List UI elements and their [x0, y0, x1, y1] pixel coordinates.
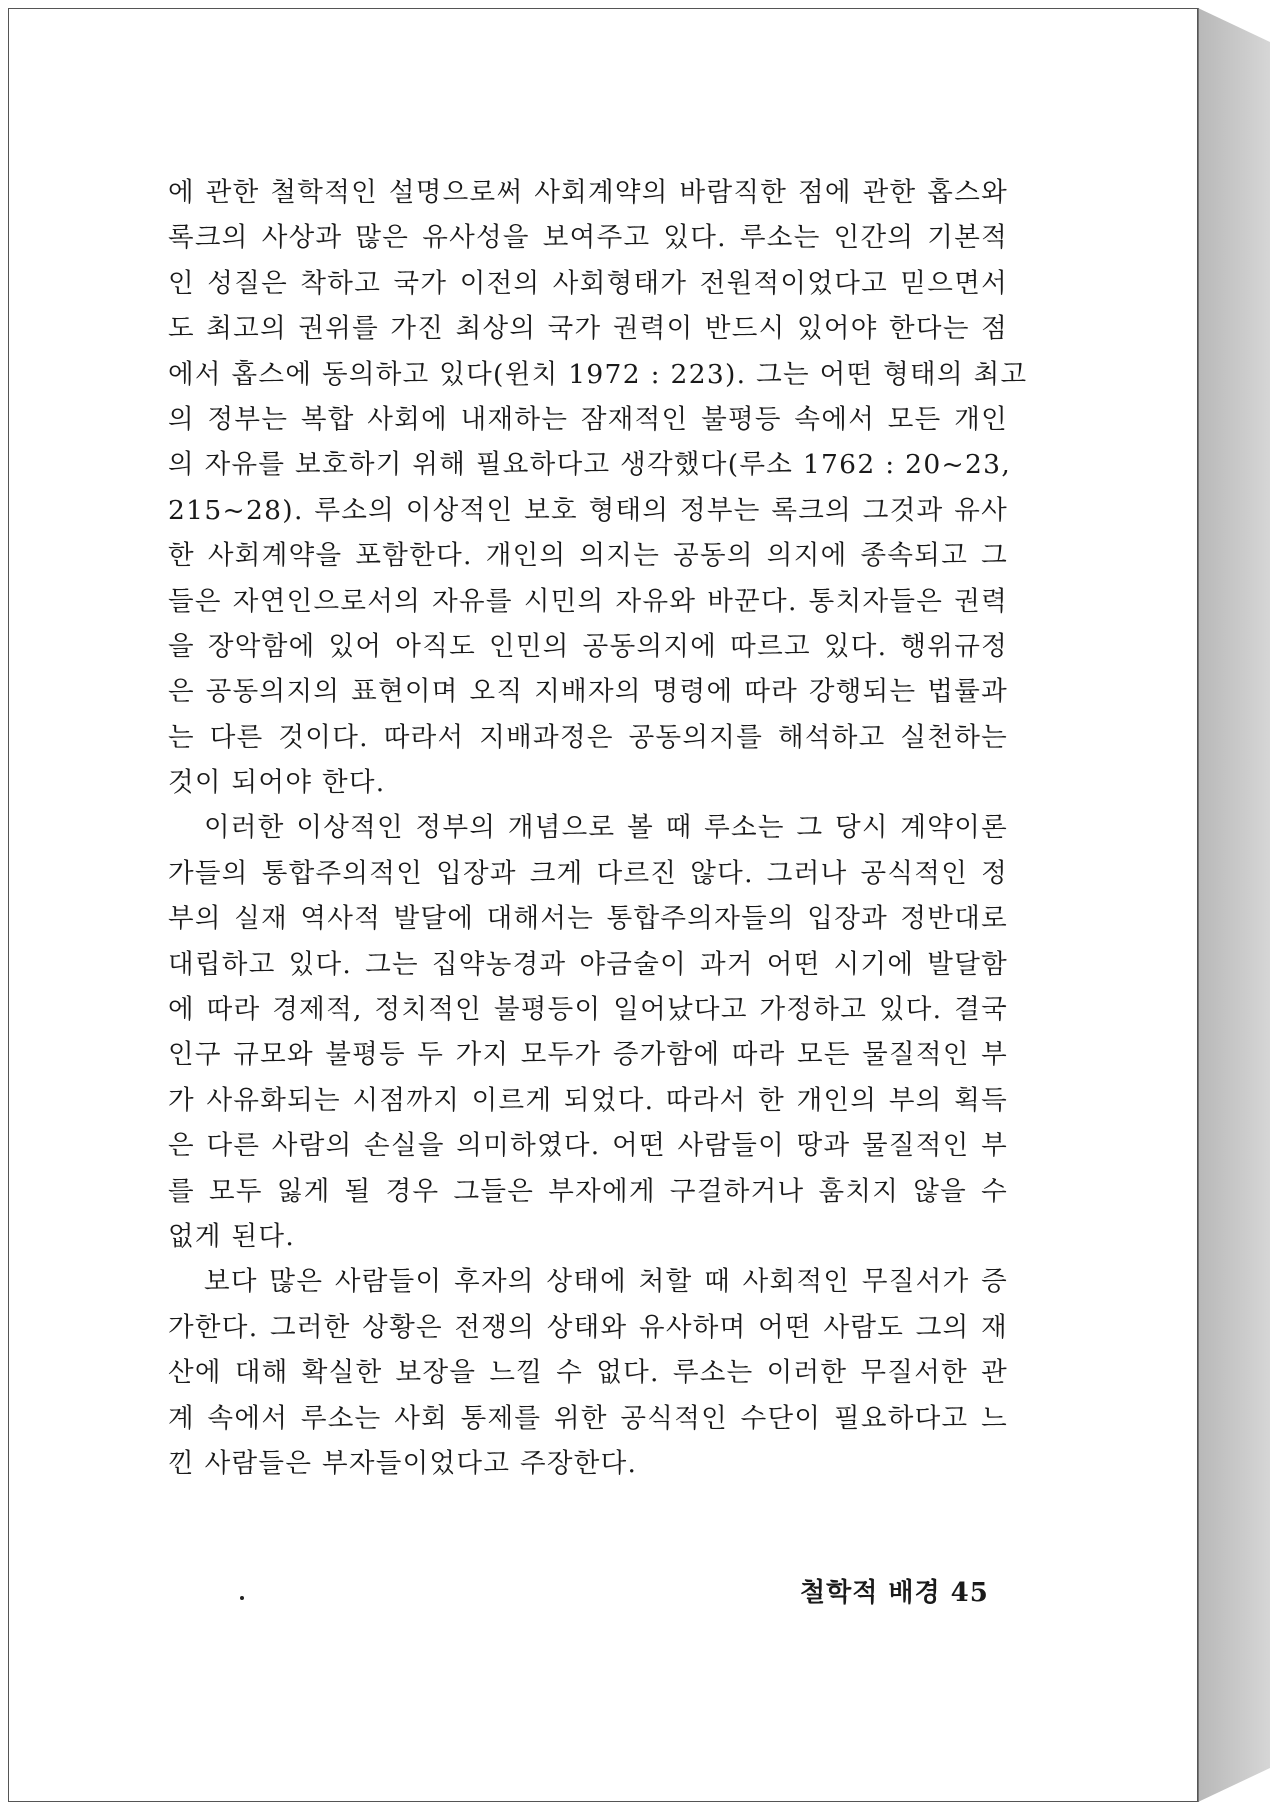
- text-line: 계 속에서 루소는 사회 통제를 위한 공식적인 수단이 필요하다고 느: [168, 1402, 1008, 1434]
- text-line: 보다 많은 사람들이 후자의 상태에 처할 때 사회적인 무질서가 증: [204, 1266, 1008, 1298]
- text-line: 산에 대해 확실한 보장을 느낄 수 없다. 루소는 이러한 무질서한 관: [168, 1357, 1008, 1389]
- text-line: 에 관한 철학적인 설명으로써 사회계약의 바람직한 점에 관한 홉스와: [168, 177, 1008, 208]
- text-line: 인구 규모와 불평등 두 가지 모두가 증가함에 따라 모든 물질적인 부: [168, 1039, 1008, 1071]
- text-line: 는 다른 것이다. 따라서 지배과정은 공동의지를 해석하고 실천하는: [168, 721, 1008, 753]
- body-text: [168, 170, 1028, 1486]
- paragraph: [168, 805, 1008, 1259]
- paragraph: [168, 170, 1028, 805]
- text-line: 한 사회계약을 포함한다. 개인의 의지는 공동의 의지에 종속되고 그: [168, 540, 1008, 572]
- text-line: 부의 실재 역사적 발달에 대해서는 통합주의자들의 입장과 정반대로: [168, 903, 1008, 935]
- text-line: 인 성질은 착하고 국가 이전의 사회형태가 전원적이었다고 믿으면서: [168, 267, 1008, 299]
- text-line: 낀 사람들은 부자들이었다고 주장한다.: [168, 1447, 638, 1479]
- paragraph: [168, 1259, 1008, 1486]
- text-line: 가 사유화되는 시점까지 이르게 되었다. 따라서 한 개인의 부의 획득: [168, 1084, 1008, 1116]
- text-line: 없게 된다.: [168, 1220, 296, 1252]
- text-line: 은 공동의지의 표현이며 오직 지배자의 명령에 따라 강행되는 법률과: [168, 676, 1008, 708]
- text-line: 을 장악함에 있어 아직도 인민의 공동의지에 따르고 있다. 행위규정: [168, 630, 1008, 662]
- book-spine-edge: [1198, 8, 1199, 1802]
- text-line: 의 정부는 복합 사회에 내재하는 잠재적인 불평등 속에서 모든 개인: [168, 403, 1008, 435]
- text-line: 은 다른 사람의 손실을 의미하였다. 어떤 사람들이 땅과 물질적인 부: [168, 1130, 1008, 1162]
- text-line: 것이 되어야 한다.: [168, 767, 386, 799]
- book-spine: [1198, 8, 1270, 1802]
- text-line: 를 모두 잃게 될 경우 그들은 부자에게 구걸하거나 훔치지 않을 수: [168, 1175, 1008, 1207]
- text-line: 대립하고 있다. 그는 집약농경과 야금술이 과거 어떤 시기에 발달함: [168, 948, 1008, 980]
- text-line: 가들의 통합주의적인 입장과 크게 다르진 않다. 그러나 공식적인 정: [168, 857, 1008, 889]
- text-line: 이러한 이상적인 정부의 개념으로 볼 때 루소는 그 당시 계약이론: [204, 812, 1008, 844]
- text-line: 도 최고의 권위를 가진 최상의 국가 권력이 반드시 있어야 한다는 점: [168, 313, 1008, 345]
- text-line: 들은 자연인으로서의 자유를 시민의 자유와 바꾼다. 통치자들은 권력: [168, 585, 1008, 617]
- text-line: 에서 홉스에 동의하고 있다(윈치 1972 : 223). 그는 어떤 형태의 최고: [168, 358, 1028, 390]
- scan-speck: [240, 1596, 244, 1600]
- text-line: 가한다. 그러한 상황은 전쟁의 상태와 유사하며 어떤 사람도 그의 재: [168, 1311, 1008, 1343]
- text-line: 에 따라 경제적, 정치적인 불평등이 일어났다고 가정하고 있다. 결국: [168, 994, 1008, 1026]
- running-footer: 철학적 배경 45: [800, 1578, 989, 1608]
- text-line: 록크의 사상과 많은 유사성을 보여주고 있다. 루소는 인간의 기본적: [168, 222, 1008, 254]
- text-line: 215~28). 루소의 이상적인 보호 형태의 정부는 록크의 그것과 유사: [168, 494, 1008, 526]
- text-line: 의 자유를 보호하기 위해 필요하다고 생각했다(루소 1762 : 20~23,: [168, 449, 1012, 481]
